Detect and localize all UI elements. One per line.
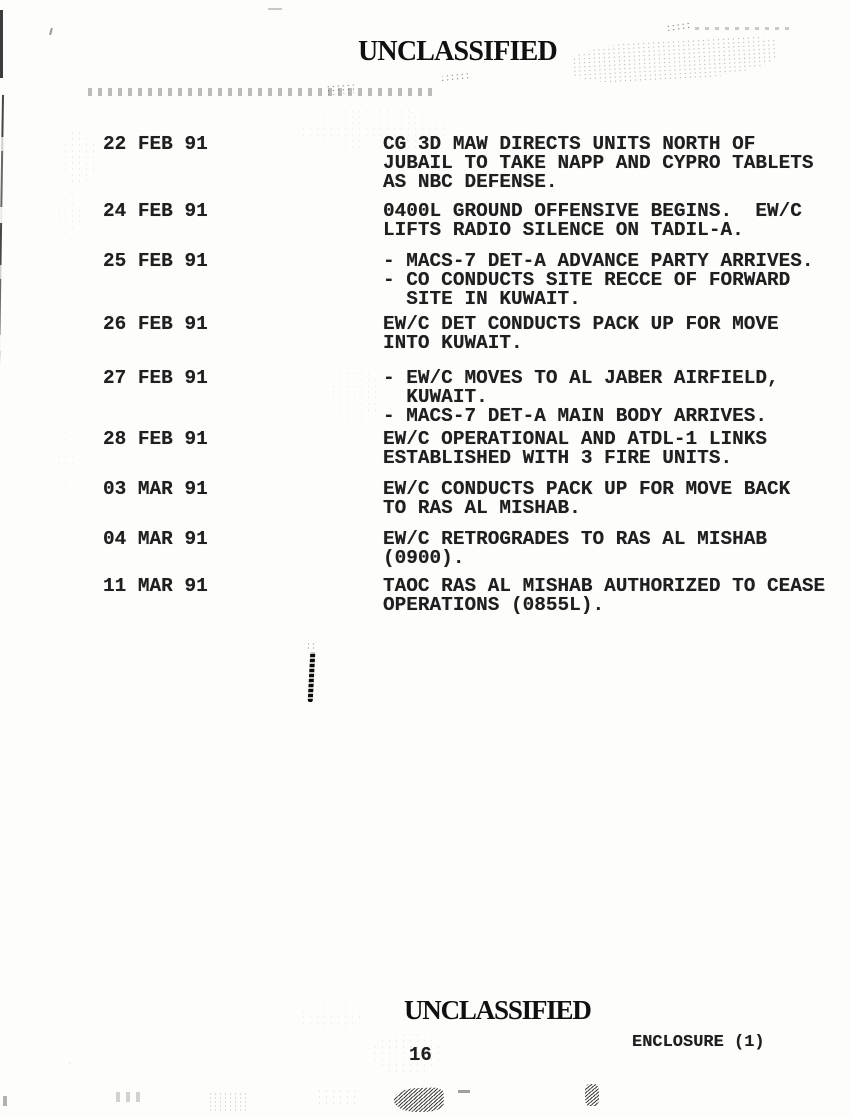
scan-artifact-speckle bbox=[330, 365, 380, 425]
entry-line: - EW/C MOVES TO AL JABER AIRFIELD, bbox=[383, 367, 779, 389]
entry-line: LIFTS RADIO SILENCE ON TADIL-A. bbox=[383, 219, 744, 241]
entry-text bbox=[383, 480, 790, 518]
scan-artifact-ink-blob bbox=[585, 1084, 599, 1106]
scan-artifact-noise-band bbox=[88, 88, 433, 96]
scan-artifact-dashes bbox=[116, 1092, 140, 1102]
entry-line: KUWAIT. bbox=[383, 386, 488, 408]
scan-artifact-left-margin-line bbox=[0, 95, 4, 1060]
entry-line: EW/C CONDUCTS PACK UP FOR MOVE BACK bbox=[383, 478, 791, 500]
entry-line: INTO KUWAIT. bbox=[383, 332, 523, 354]
scan-artifact-hatch-light bbox=[208, 1092, 246, 1112]
scan-artifact-speckle bbox=[55, 430, 75, 490]
entry-line: EW/C OPERATIONAL AND ATDL-1 LINKS bbox=[383, 428, 767, 450]
scan-artifact-tick bbox=[49, 28, 53, 35]
entry-text bbox=[383, 252, 814, 309]
scan-artifact-speckle bbox=[62, 130, 96, 185]
scan-artifact-speckle bbox=[316, 1088, 360, 1106]
enclosure-label: ENCLOSURE (1) bbox=[632, 1033, 765, 1052]
scan-artifact-dash bbox=[268, 8, 282, 10]
scan-artifact-dotted-trail bbox=[695, 27, 795, 30]
scan-artifact-pen-mark bbox=[666, 21, 691, 32]
entry-date: 24 FEB 91 bbox=[103, 200, 208, 222]
scan-artifact-dark-smudge bbox=[394, 1087, 445, 1113]
entry-text bbox=[383, 430, 767, 468]
scan-artifact-left-edge-bar bbox=[0, 10, 3, 78]
entry-line: - MACS-7 DET-A ADVANCE PARTY ARRIVES. bbox=[383, 250, 814, 272]
scan-artifact-edge-speck bbox=[3, 1096, 7, 1106]
entry-date: 22 FEB 91 bbox=[103, 133, 208, 155]
entry-text bbox=[383, 315, 779, 353]
scan-artifact-dash bbox=[458, 1090, 470, 1093]
entry-line: (0900). bbox=[383, 547, 465, 569]
entry-text bbox=[383, 577, 825, 615]
classification-footer: UNCLASSIFIED bbox=[404, 995, 591, 1025]
classification-header: UNCLASSIFIED bbox=[358, 36, 557, 67]
entry-date: 27 FEB 91 bbox=[103, 367, 208, 389]
page-number: 16 bbox=[409, 1044, 432, 1066]
scan-artifact-speck bbox=[66, 1060, 76, 1066]
entry-text bbox=[383, 530, 767, 568]
entry-date: 03 MAR 91 bbox=[103, 478, 208, 500]
entry-line: EW/C DET CONDUCTS PACK UP FOR MOVE bbox=[383, 313, 779, 335]
entry-line: OPERATIONS (0855L). bbox=[383, 594, 605, 616]
scan-artifact-header-speckle bbox=[571, 35, 778, 86]
entry-line: SITE IN KUWAIT. bbox=[383, 288, 581, 310]
scan-artifact-speck bbox=[306, 642, 314, 650]
entry-line: ESTABLISHED WITH 3 FIRE UNITS. bbox=[383, 447, 733, 469]
scan-artifact-smudge-below-header bbox=[440, 71, 473, 83]
entry-line: CG 3D MAW DIRECTS UNITS NORTH OF bbox=[383, 133, 756, 155]
entry-text bbox=[383, 202, 802, 240]
entry-date: 11 MAR 91 bbox=[103, 575, 208, 597]
entry-date: 28 FEB 91 bbox=[103, 428, 208, 450]
scan-artifact-speckle bbox=[300, 1002, 360, 1032]
entry-line: EW/C RETROGRADES TO RAS AL MISHAB bbox=[383, 528, 767, 550]
entry-date: 04 MAR 91 bbox=[103, 528, 208, 550]
entry-line: 0400L GROUND OFFENSIVE BEGINS. EW/C bbox=[383, 200, 802, 222]
entry-line: - MACS-7 DET-A MAIN BODY ARRIVES. bbox=[383, 405, 767, 427]
entry-line: JUBAIL TO TAKE NAPP AND CYPRO TABLETS bbox=[383, 152, 814, 174]
entry-line: - CO CONDUCTS SITE RECCE OF FORWARD bbox=[383, 269, 791, 291]
entry-date: 25 FEB 91 bbox=[103, 250, 208, 272]
entry-text bbox=[383, 369, 779, 426]
scan-artifact-speckle bbox=[55, 195, 81, 235]
entry-line: TO RAS AL MISHAB. bbox=[383, 497, 581, 519]
entry-date: 26 FEB 91 bbox=[103, 313, 208, 335]
entry-text bbox=[383, 135, 814, 192]
scan-artifact-ink-squiggle bbox=[308, 652, 316, 702]
entry-line: TAOC RAS AL MISHAB AUTHORIZED TO CEASE bbox=[383, 575, 826, 597]
entry-line: AS NBC DEFENSE. bbox=[383, 171, 558, 193]
scan-artifact-blotch bbox=[326, 83, 355, 95]
